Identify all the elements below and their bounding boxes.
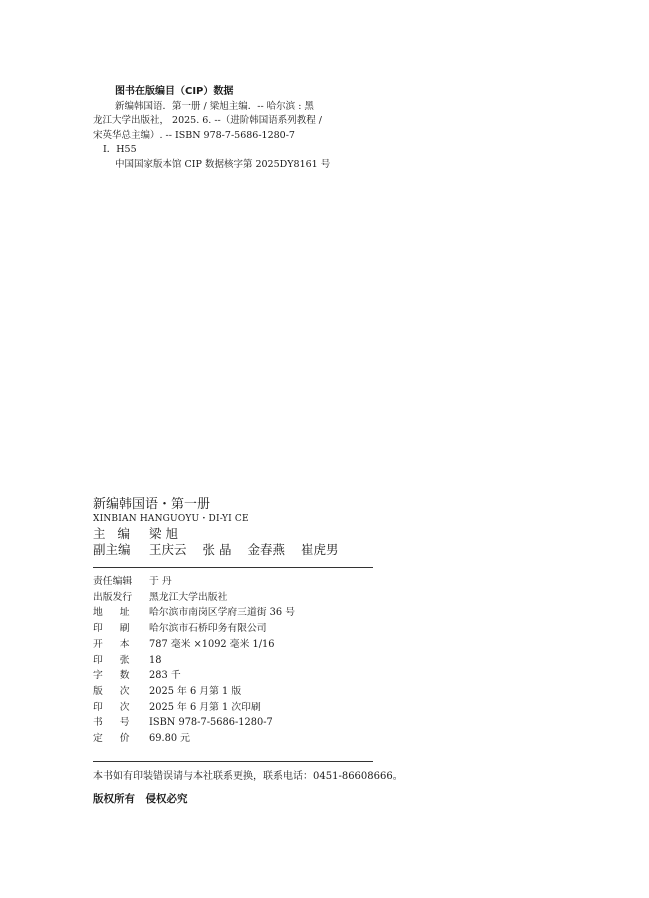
detail-row [93,684,383,700]
editor-label: 主 编 [93,526,134,541]
detail-key: 印刷 [93,623,147,635]
detail-key: 责任编辑 [93,576,133,587]
detail-row [93,621,383,637]
cip-line-5: 中国国家版本馆 CIP 数据核字第 2025DY8161 号 [115,158,331,170]
divider-bottom [93,761,373,762]
cip-line-1: 新编韩国语．第一册 / 梁旭主编．-- 哈尔滨 : 黑 [115,100,314,112]
cip-line-4: Ⅰ．H55 [103,144,137,155]
deputy-editor-name: 金春燕 [247,542,285,557]
detail-row [93,715,383,731]
detail-row [93,590,383,606]
detail-key: 出版发行 [93,591,133,603]
detail-row [93,574,383,590]
detail-value: 18 [149,654,162,666]
detail-key: 地址 [93,607,147,619]
detail-key: 版次 [93,685,147,697]
cip-block [93,85,393,172]
detail-value: 69.80 元 [149,733,190,745]
cip-line-3: 宋英华总主编）. -- ISBN 978-7-5686-1280-7 [93,129,295,141]
book-title-pinyin: XINBIAN HANGUOYU・DI-YI CE [93,514,249,524]
detail-value: 黑龙江大学出版社 [149,591,228,603]
copyright-notice: 版权所有 侵权必究 [93,793,188,805]
deputy-editor-label: 副主编 [93,542,131,557]
detail-row [93,637,383,653]
detail-row [93,605,383,621]
publication-details [93,574,383,747]
detail-value: 于 丹 [149,576,172,587]
detail-value: 787 毫米 ×1092 毫米 1/16 [149,638,275,650]
detail-value: 哈尔滨市石桥印务有限公司 [149,623,267,635]
detail-row [93,653,383,669]
detail-value: 283 千 [149,670,181,682]
deputy-editor-name: 崔虎男 [300,542,339,557]
book-title: 新编韩国语・第一册 [93,497,211,512]
deputy-editor-name: 张 晶 [202,542,232,557]
detail-key: 开本 [93,638,147,650]
deputy-editor-row [93,542,383,558]
detail-row [93,700,383,716]
detail-value: 2025 年 6 月第 1 次印刷 [149,701,261,713]
detail-row [93,731,383,747]
editor-name: 梁 旭 [149,526,178,541]
cip-line-2: 龙江大学出版社， 2025. 6. --（进阶韩国语系列教程 / [93,115,322,126]
detail-key: 印张 [93,654,147,666]
detail-key: 印次 [93,701,147,713]
editor-row [93,526,383,542]
detail-value: ISBN 978-7-5686-1280-7 [149,717,273,729]
detail-value: 哈尔滨市南岗区学府三道街 36 号 [149,607,296,619]
divider-top [93,567,373,568]
cip-heading: 图书在版编目（CIP）数据 [115,86,234,97]
deputy-editor-name: 王庆云 [149,542,187,557]
book-info [93,497,383,558]
detail-row [93,668,383,684]
detail-key: 字数 [93,670,147,682]
detail-value: 2025 年 6 月第 1 版 [149,685,242,697]
detail-key: 书号 [93,717,147,729]
detail-key: 定价 [93,733,147,745]
replacement-notice: 本书如有印装错误请与本社联系更换，联系电话：0451-86608666。 [93,771,403,782]
